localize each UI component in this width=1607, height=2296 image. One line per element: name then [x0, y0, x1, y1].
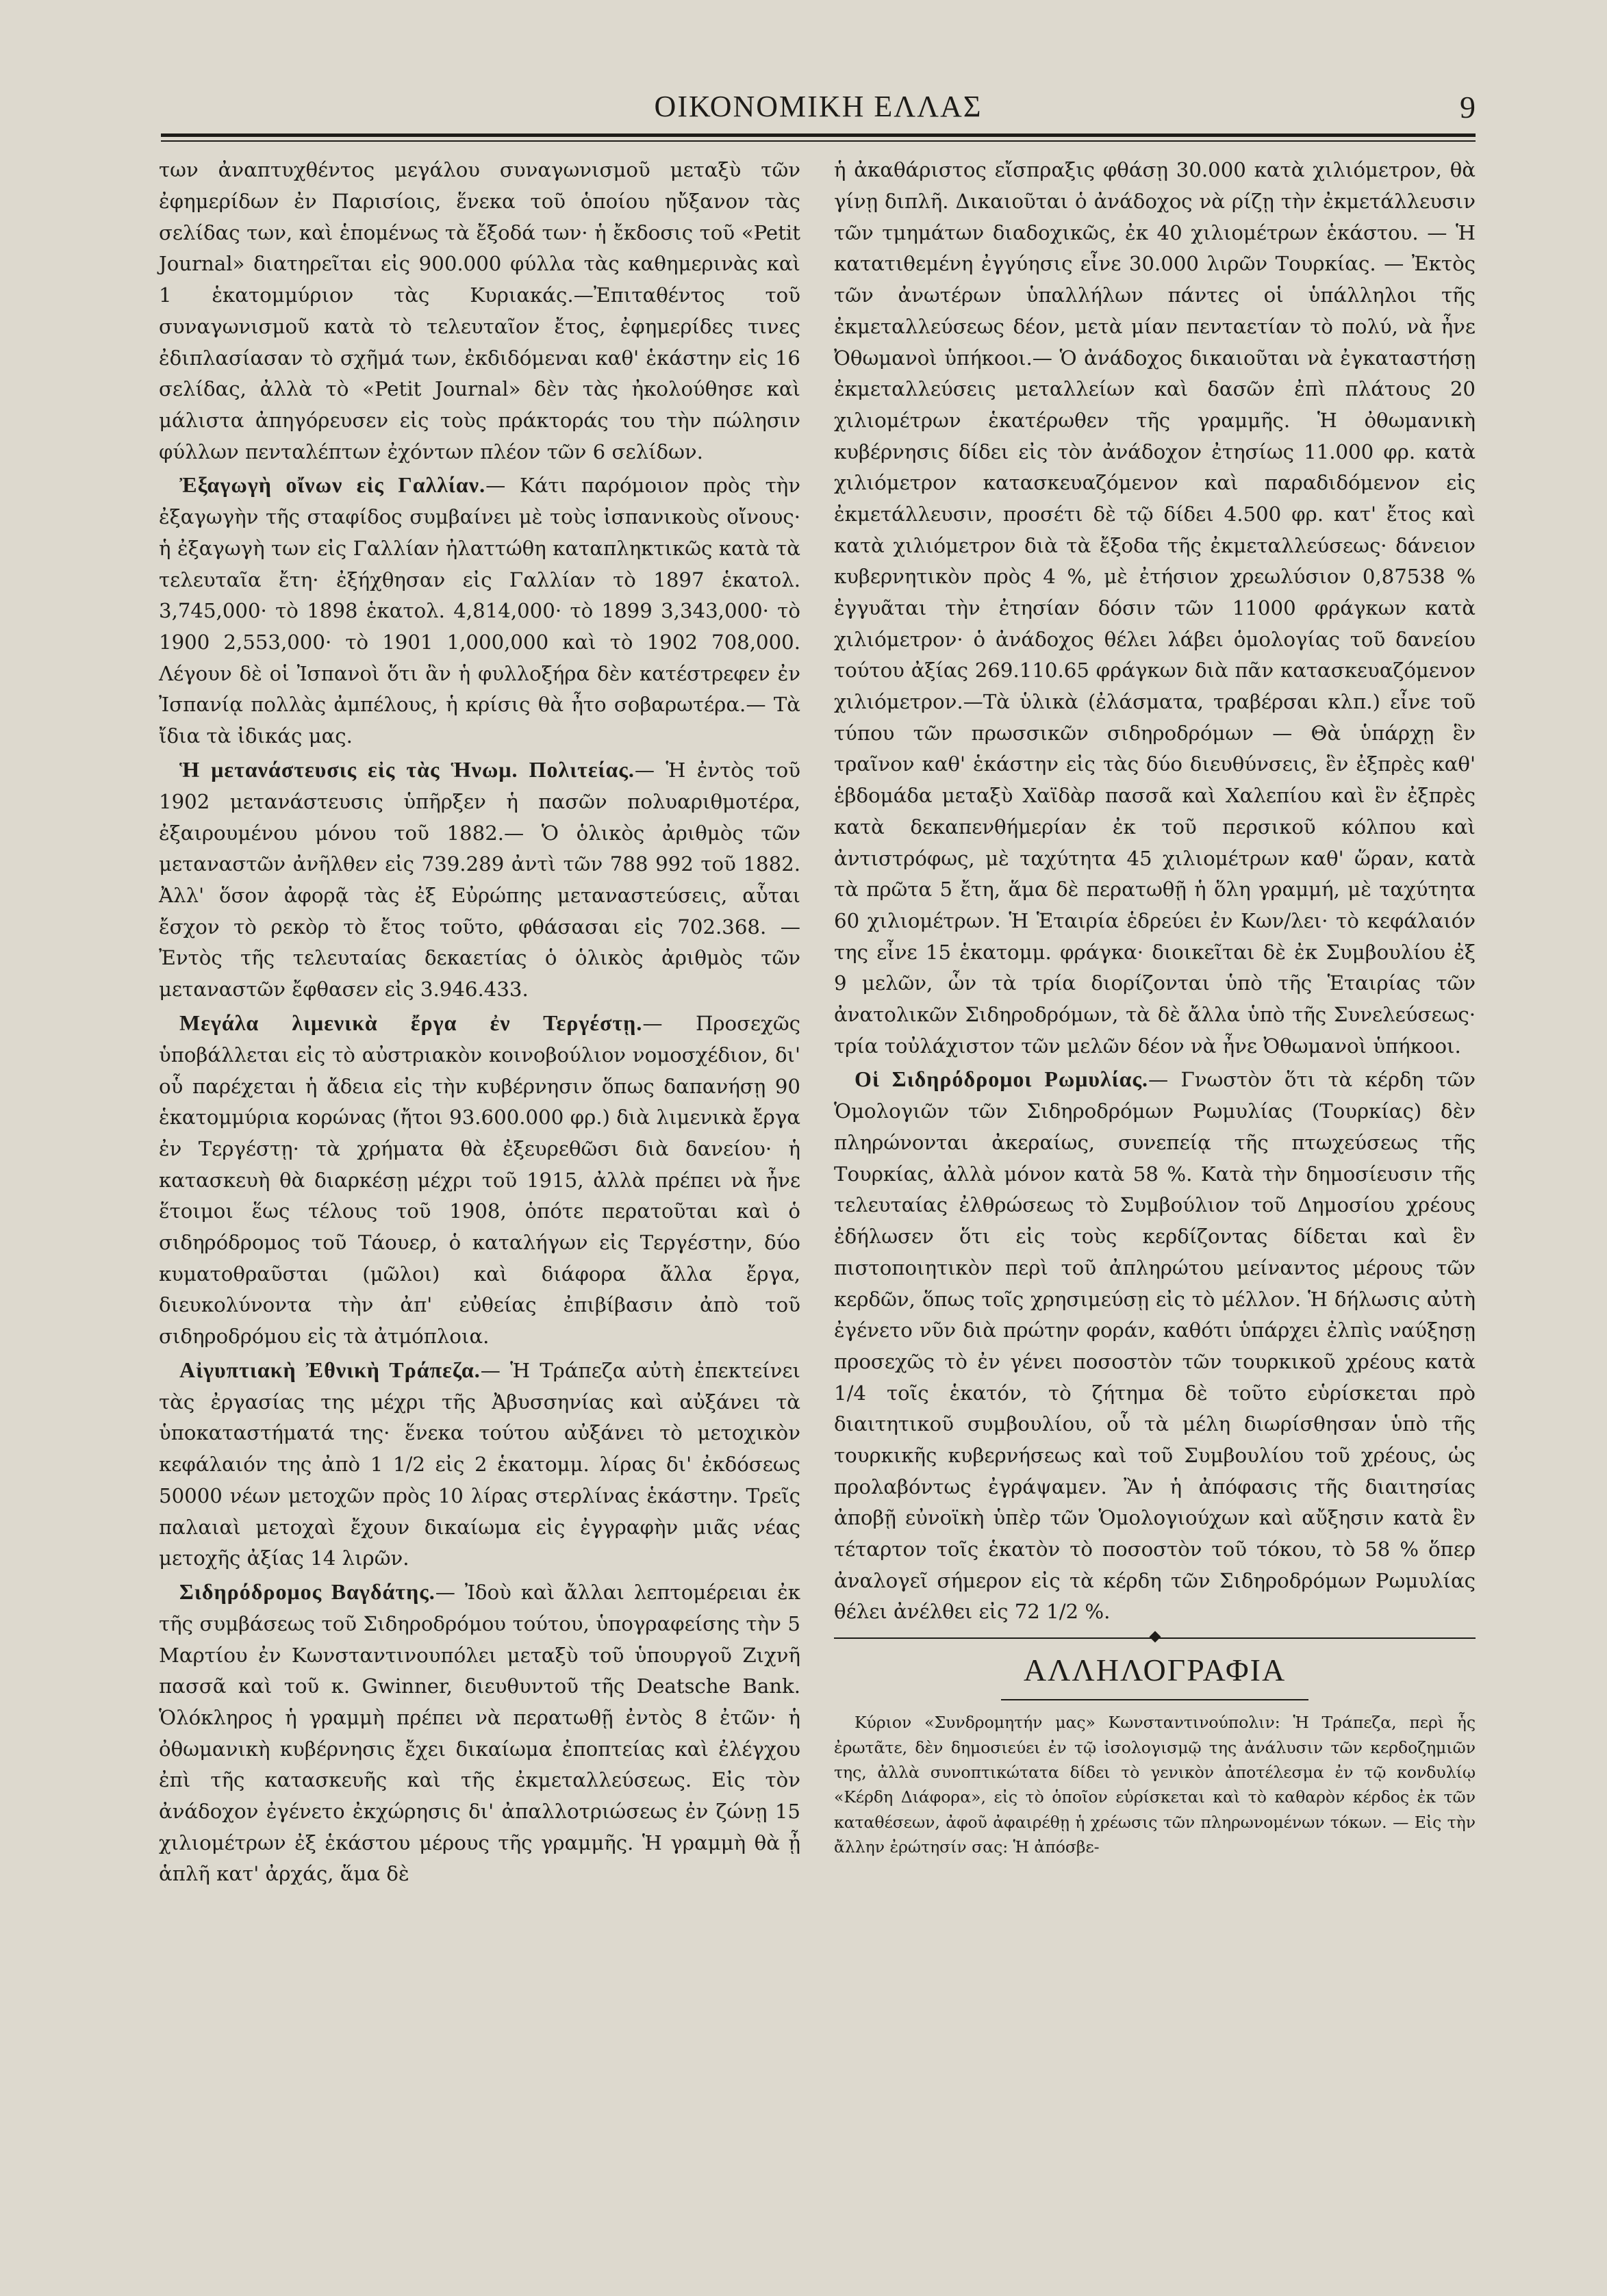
article-heading: Μεγάλα λιμενικὰ ἔργα ἐν Τεργέστῃ. [179, 1010, 643, 1035]
header-rule-thick [161, 133, 1476, 137]
correspondence-section [834, 1710, 1476, 1860]
article-heading: Αἰγυπτιακὴ Ἐθνικὴ Τράπεζα. [179, 1357, 481, 1382]
article-paragraph [159, 752, 800, 1006]
header-rule-thin [161, 140, 1476, 142]
correspondence-title: ΑΛΛΗΛΟΓΡΑΦΙΑ [1023, 1653, 1287, 1688]
article-text: — Ἰδοὺ καὶ ἄλλαι λεπτομέρειαι ἐκ τῆς συμβάσεως τοῦ Σιδηροδρόμου τούτου, ὑπογραφείσης τὴν 5 Μαρτίου ἐν Κωνσταντινουπόλει μεταξὺ τοῦ ὑπουργοῦ Ζιχνῆ πασσᾶ καὶ τοῦ κ. Gwinner, διευθυντοῦ τῆς Deatsche Bank. Ὁλόκληρος ἡ γραμμὴ πρέπει νὰ περατωθῇ ἐντὸς 8 ἐτῶν· ἡ ὀθωμανικὴ κυβέρνησις ἔχει δικαίωμα ἐποπτείας καὶ ἐλέγχου ἐπὶ τῆς κατασκευῆς καὶ τῆς ἐκμεταλλεύσεως. Εἰς τὸν ἀνάδοχον ἐγένετο ἐκχώρησις δι' ἀπαλλοτριώσεως ἐν ζώνῃ 15 χιλιομέτρων ἐξ ἑκάστου μέρους τῆς γραμμῆς. Ἡ γραμμὴ θὰ ᾖ ἁπλῆ κατ' ἀρχάς, ἅμα δὲ [159, 1580, 801, 1886]
article-text: — Ἡ Τράπεζα αὐτὴ ἐπεκτείνει τὰς ἐργασίας της μέχρι τῆς Ἀβυσσηνίας καὶ αὐξάνει τὰ ὑποκαταστήματά της· ἕνεκα τούτου αὐξάνει τὸ μετοχικὸν κεφάλαιόν της ἀπὸ 1 1/2 εἰς 2 ἑκατομμ. λίρας δι' ἐκδόσεως 50000 νέων μετοχῶν πρὸς 10 λίρας στερλίνας ἑκάστην. Τρεῖς παλαιαὶ μετοχαὶ ἔχουν δικαίωμα εἰς ἐγγραφὴν μιᾶς νέας μετοχῆς ἀξίας 14 λιρῶν. [159, 1358, 800, 1570]
left-column [159, 152, 800, 1890]
page-number: 9 [1460, 90, 1476, 125]
article-text: — Προσεχῶς ὑποβάλλεται εἰς τὸ αὐστριακὸν κοινοβούλιον νομοσχέδιον, δι' οὗ παρέχεται ἡ ἄδεια εἰς τὴν κυβέρνησιν ὅπως δαπανήσῃ 90 ἑκατομμύρια κορώνας (ἤτοι 93.600.000 φρ.) διὰ λιμενικὰ ἔργα ἐν Τεργέστῃ· τὰ χρήματα θὰ ἐξευρεθῶσι διὰ δανείου· ἡ κατασκευὴ θὰ διαρκέσῃ μέχρι τοῦ 1915, ἀλλὰ πρέπει νὰ ἦνε ἕτοιμοι ἕως τέλους τοῦ 1908, ὁπότε περατοῦται καὶ ὁ σιδηρόδρομος τοῦ Τάουερ, ὁ καταλήγων εἰς Τεργέστην, δύο κυματοθραῦσται (μῶλοι) καὶ διάφορα ἄλλα ἔργα, διευκολύνοντα τὴν ἀπ' εὐθείας ἐπιβίβασιν ἀπὸ τοῦ σιδηροδρόμου εἰς τὰ ἀτμόπλοια. [159, 1011, 801, 1348]
article-text: των ἀναπτυχθέντος μεγάλου συναγωνισμοῦ μεταξὺ τῶν ἐφημερίδων ἐν Παρισίοις, ἕνεκα τοῦ ὁποίου ηὔξανον τὰς σελίδας των, καὶ ἑπομένως τὰ ἔξοδά των· ἡ ἔκδοσις τοῦ «Petit Journal» διατηρεῖται εἰς 900.000 φύλλα τὰς καθημερινὰς καὶ 1 ἑκατομμύριον τὰς Κυριακάς.—Ἐπιταθέντος τοῦ συναγωνισμοῦ κατὰ τὸ τελευταῖον ἔτος, ἐφημερίδες τινες ἐδιπλασίασαν τὸ σχῆμά των, ἐκδιδόμεναι καθ' ἑκάστην εἰς 16 σελίδας, ἀλλὰ τὸ «Petit Journal» δὲν τὰς ἠκολούθησε καὶ μάλιστα ἀπηγόρευσεν εἰς τοὺς πράκτοράς του τὴν πώλησιν φύλλων πενταλέπτων ἐχόντων πλέον τῶν 6 σελίδων. [159, 158, 800, 463]
correspondence-text: Κύριον «Συνδρομητήν μας» Κωνσταντινούπολιν: Ἡ Τράπεζα, περὶ ἧς ἐρωτᾶτε, δὲν δημοσιεύει ἐν τῷ ἰσολογισμῷ της ἀνάλυσιν τῶν κερδοζημιῶν της, ἀλλὰ συνοπτικώτατα δίδει τὸ γενικὸν ἀποτέλεσμα ἐν τῷ κονδυλίῳ «Κέρδη Διάφορα», εἰς τὸ ὁποῖον εὑρίσκεται καὶ τὸ καθαρὸν κέρδος ἐκ τῶν καταθέσεων, ἀφοῦ ἀφαιρέθῃ ἡ χρέωσις τῶν πληρωνομένων τόκων. — Εἰς τὴν ἄλλην ἐρώτησίν σας: Ἡ ἀπόσβε- [834, 1713, 1476, 1857]
article-heading: Οἱ Σιδηρόδρομοι Ρωμυλίας. [855, 1067, 1149, 1092]
article-paragraph [159, 1006, 800, 1353]
article-paragraph [834, 152, 1476, 1062]
diamond-ornament-icon [1149, 1631, 1161, 1643]
article-text: — Γνωστὸν ὅτι τὰ κέρδη τῶν Ὁμολογιῶν τῶν Σιδηροδρόμων Ρωμυλίας (Τουρκίας) δὲν πληρώνονται ἀκεραίως, συνεπείᾳ τῆς πτωχεύσεως τῆς Τουρκίας, ἀλλὰ μόνον κατὰ 58 %. Κατὰ τὴν δημοσίευσιν τῆς τελευταίας ἐλθρώσεως τὸ Συμβούλιον τοῦ Δημοσίου χρέους ἐδήλωσεν ὅτι εἰς τοὺς κερδίζοντας δίδεται καὶ ἓν πιστοποιητικὸν περὶ τοῦ ἀπληρώτου μείναντος μέρους τῶν κερδῶν, ὅπως τοῖς χρησιμεύσῃ εἰς τὸ μέλλον. Ἡ δήλωσις αὐτὴ ἐγένετο νῦν διὰ πρώτην φοράν, καθότι ὑπάρχει ἐλπὶς ναύξησῃ προσεχῶς τὸ ἐν γένει ποσοστὸν τῶν τουρκικοῦ χρέους κατὰ 1/4 τοῖς ἑκατόν, τὸ ζήτημα δὲ τοῦτο εὑρίσκεται πρὸ διαιτητικοῦ συμβουλίου, οὗ τὰ μέλη διωρίσθησαν ὑπὸ τῆς τουρκικῆς κυβερνήσεως καὶ τοῦ Συμβουλίου τοῦ χρέους, ὡς προλαβόντως ἐγράψαμεν. Ἂν ἡ ἀπόφασις τῆς διαιτησίας ἀποβῇ εὐνοϊκὴ ὑπὲρ τῶν Ὁμολογιούχων καὶ αὔξησιν κατὰ ἓν τέταρτον τοῖς ἑκατὸν τὸ ποσοστὸν τοῦ τόκου, τὸ 58 % ὅπερ ἀναλογεῖ σήμερον εἰς τὰ κέρδη τῶν Σιδηροδρόμων Ρωμυλίας θέλει ἀνέλθει εἰς 72 1/2 %. [834, 1068, 1476, 1624]
article-paragraph [159, 468, 800, 752]
article-text: ἡ ἀκαθάριστος εἴσπραξις φθάσῃ 30.000 κατὰ χιλιόμετρον, θὰ γίνῃ διπλῆ. Δικαιοῦται ὁ ἀνάδοχος νὰ ρίζῃ τὴν ἐκμετάλλευσιν τῶν τμημάτων διαδοχικῶς, ἐκ 40 χιλιομέτρων ἑκάστου. — Ἡ κατατιθεμένη ἐγγύησις εἶνε 30.000 λιρῶν Τουρκίας. — Ἐκτὸς τῶν ἀνωτέρων ὑπαλλήλων πάντες οἱ ὑπάλληλοι τῆς ἐκμεταλλεύσεως δέον, μετὰ μίαν πενταετίαν τὸ πολύ, νὰ ἦνε Ὀθωμανοὶ ὑπήκοοι.— Ὁ ἀνάδοχος δικαιοῦται νὰ ἐγκαταστήσῃ ἐκμεταλλεύσεις μεταλλείων καὶ δασῶν ἐπὶ πλάτους 20 χιλιομέτρων ἑκατέρωθεν τῆς γραμμῆς. Ἡ ὀθωμανικὴ κυβέρνησις δίδει εἰς τὸν ἀνάδοχον ἐτησίως 11.000 φρ. κατὰ χιλιόμετρον κατασκευαζόμενον καὶ παραδιδόμενον εἰς ἐκμετάλλευσιν, προσέτι δὲ τῷ δίδει 4.500 φρ. κατ' ἔτος καὶ κατὰ χιλιόμετρον διὰ τὰ ἔξοδα τῆς ἐκμεταλλεύσεως· δάνειον κυβερνητικὸν πρὸς 4 %, μὲ ἐτήσιον χρεωλύσιον 0,87538 % ἐγγυᾶται τὴν ἐτησίαν δόσιν τῶν 11000 φράγκων κατὰ χιλιόμετρον· ὁ ἀνάδοχος θέλει λάβει ὁμολογίας τοῦ δανείου τούτου ἀξίας 269.110.65 φράγκων διὰ πᾶν κατασκευαζόμενον χιλιόμετρον.—Τὰ ὑλικὰ (ἐλάσματα, τραβέρσαι κλπ.) εἶνε τοῦ τύπου τῶν πρωσσικῶν σιδηροδρόμων — Θὰ ὑπάρχῃ ἓν τραῖνον καθ' ἑκάστην εἰς τὰς δύο διευθύνσεις, ἓν ἐξπρὲς καθ' ἑβδομάδα μεταξὺ Χαϊδὰρ πασσᾶ καὶ Χαλεπίου καὶ ἓν ἐξπρὲς κατὰ δεκαπενθήμερίαν ἐκ τοῦ περσικοῦ κόλπου καὶ ἀντιστρόφως, μὲ ταχύτητα 45 χιλιομέτρων καθ' ὥραν, κατὰ τὰ πρῶτα 5 ἔτη, ἅμα δὲ περατωθῇ ἡ ὅλη γραμμή, μὲ ταχύτητα 60 χιλιομέτρων. Ἡ Ἑταιρία ἑδρεύει ἐν Κων/λει· τὸ κεφάλαιόν της εἶνε 15 ἑκατομμ. φράγκα· διοικεῖται δὲ ἐκ Συμβουλίου ἐξ 9 μελῶν, ὧν τὰ τρία διορίζονται ὑπὸ τῆς Ἑταιρίας τῶν ἀνατολικῶν Σιδηροδρόμων, τὰ δὲ ἄλλα ὑπὸ τῆς Συνελεύσεως· τρία τοὐλάχιστον τῶν μελῶν δέον νὰ ἦνε Ὀθωμανοὶ ὑπήκοοι. [834, 158, 1476, 1058]
article-paragraph [159, 1574, 800, 1890]
article-heading: Ἐξαγωγὴ οἴνων εἰς Γαλλίαν. [179, 472, 486, 498]
right-column [834, 152, 1476, 1860]
article-paragraph [159, 152, 800, 468]
article-text: — Κάτι παρόμοιον πρὸς τὴν ἐξαγωγὴν τῆς σταφίδος συμβαίνει μὲ τοὺς ἰσπανικοὺς οἴνους· ἡ ἐξαγωγὴ των εἰς Γαλλίαν ἠλαττώθη καταπληκτικῶς κατὰ τὰ τελευταῖα ἔτη· ἐξήχθησαν εἰς Γαλλίαν τὸ 1897 ἑκατολ. 3,745,000· τὸ 1898 ἑκατολ. 4,814,000· τὸ 1899 3,343,000· τὸ 1900 2,553,000· τὸ 1901 1,000,000 καὶ τὸ 1902 708,000. Λέγουν δὲ οἱ Ἰσπανοὶ ὅτι ἂν ἡ φυλλοξήρα δὲν κατέστρεφεν ἐν Ἰσπανίᾳ πολλὰς ἀμπέλους, ἡ κρίσις θὰ ἦτο σοβαρωτέρα.— Τὰ ἴδια τὰ ἰδικάς μας. [159, 474, 800, 748]
article-paragraph [159, 1353, 800, 1574]
title-underline [1001, 1699, 1309, 1700]
article-paragraph [834, 1062, 1476, 1628]
section-divider [834, 1637, 1476, 1639]
journal-title: ΟΙΚΟΝΟΜΙΚΗ ΕΛΛΑΣ [654, 90, 983, 123]
article-heading: Σιδηρόδρομος Βαγδάτης. [179, 1579, 435, 1604]
article-heading: Ἡ μετανάστευσις εἰς τὰς Ἡνωμ. Πολιτείας. [179, 756, 635, 782]
running-head [161, 82, 1476, 130]
article-text: — Ἡ ἐντὸς τοῦ 1902 μετανάστευσις ὑπῆρξεν ἡ πασῶν πολυαριθμοτέρα, ἐξαιρουμένου μόνου τοῦ 1882.— Ὁ ὁλικὸς ἀριθμὸς τῶν μεταναστῶν ἀνῆλθεν εἰς 739.289 ἀντὶ τῶν 788 992 τοῦ 1882. Ἀλλ' ὅσον ἀφορᾷ τὰς ἐξ Εὐρώπης μεταναστεύσεις, αὗται ἔσχον τὸ ρεκὸρ τὸ ἔτος τοῦτο, φθάσασαι εἰς 702.368. — Ἐντὸς τῆς τελευταίας δεκαετίας ὁ ὁλικὸς ἀριθμὸς τῶν μεταναστῶν ἔφθασεν εἰς 3.946.433. [159, 758, 800, 1002]
